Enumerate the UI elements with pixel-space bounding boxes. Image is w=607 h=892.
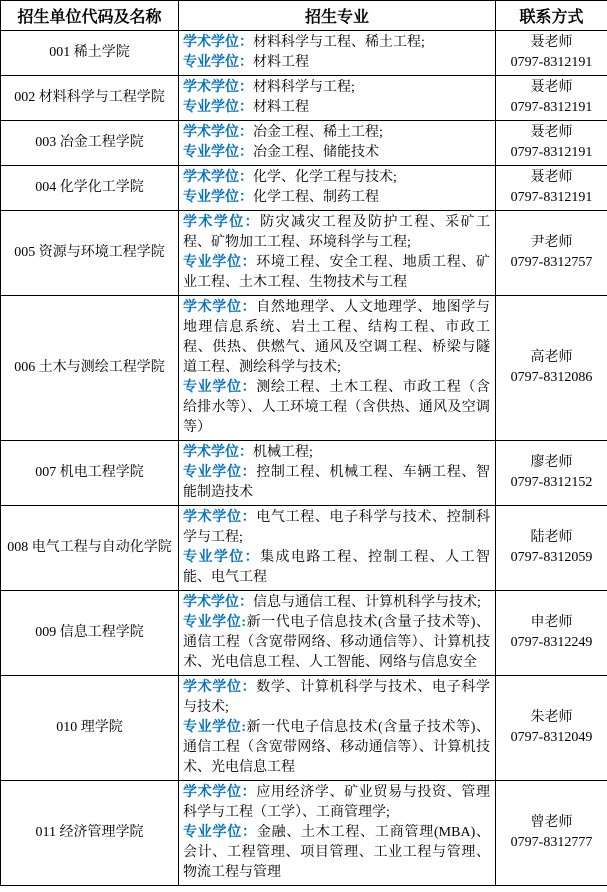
academic-degree-line: [183, 593, 490, 613]
majors-cell: [179, 31, 496, 76]
majors-cell: [179, 166, 496, 211]
table-row: [1, 296, 607, 441]
contact-teacher: 曾老师: [530, 815, 573, 830]
table-row: [1, 591, 607, 676]
unit-cell: 003 冶金工程学院: [1, 121, 179, 166]
professional-degree-line: [183, 823, 490, 883]
professional-degree-label: 专业学位：: [183, 190, 253, 205]
professional-degree-line: [183, 188, 490, 208]
professional-degree-line: [183, 143, 490, 163]
unit-cell: 009 信息工程学院: [1, 591, 179, 676]
professional-degree-majors: 冶金工程、储能技术: [253, 145, 379, 160]
academic-degree-line: [183, 783, 490, 823]
table-row: [1, 121, 607, 166]
header-unit-code-name: 招生单位代码及名称: [1, 1, 179, 31]
academic-degree-label: 学术学位：: [183, 300, 257, 315]
academic-degree-majors: 电气工程、电子科学与技术、控制科学与工程;: [183, 510, 490, 545]
contact-cell: [496, 211, 607, 296]
unit-cell: 001 稀土学院: [1, 31, 179, 76]
academic-degree-line: [183, 33, 490, 53]
academic-degree-line: [183, 298, 490, 378]
academic-degree-label: 学术学位：: [183, 595, 253, 610]
academic-degree-line: [183, 213, 490, 253]
contact-teacher: 申老师: [530, 615, 573, 630]
contact-teacher: 聂老师: [530, 170, 573, 185]
professional-degree-majors: 化学工程、制药工程: [253, 190, 379, 205]
academic-degree-majors: 材料科学与工程、稀土工程;: [253, 35, 425, 50]
table-header: [1, 1, 607, 31]
professional-degree-label: 专业学位：: [183, 145, 253, 160]
majors-cell: [179, 676, 496, 781]
academic-degree-label: 学术学位：: [183, 445, 253, 460]
professional-degree-label: 专业学位：: [183, 255, 257, 270]
table-body: [1, 31, 607, 886]
contact-phone: 0797-8312191: [510, 100, 593, 115]
majors-cell: [179, 591, 496, 676]
unit-cell: 004 化学化工学院: [1, 166, 179, 211]
contact-cell: [496, 781, 607, 886]
majors-cell: [179, 506, 496, 591]
contact-cell: [496, 506, 607, 591]
contact-cell: [496, 296, 607, 441]
academic-degree-label: 学术学位：: [183, 170, 253, 185]
unit-cell: 010 理学院: [1, 676, 179, 781]
professional-degree-majors: 材料工程: [253, 100, 309, 115]
academic-degree-majors: 防灾减灾工程及防护工程、采矿工程、矿物加工工程、环境科学与工程;: [183, 215, 491, 250]
unit-cell: 007 机电工程学院: [1, 441, 179, 506]
contact-cell: [496, 591, 607, 676]
professional-degree-label: 专业学位：: [183, 55, 253, 70]
contact-phone: 0797-8312059: [510, 550, 593, 565]
professional-degree-majors: 集成电路工程、控制工程、人工智能、电气工程: [183, 550, 491, 585]
table-row: [1, 76, 607, 121]
unit-cell: 005 资源与环境工程学院: [1, 211, 179, 296]
professional-degree-line: [183, 463, 490, 503]
professional-degree-label: 专业学位：: [183, 380, 257, 395]
academic-degree-label: 学术学位：: [183, 125, 253, 140]
contact-phone: 0797-8312049: [510, 730, 593, 745]
academic-degree-majors: 信息与通信工程、计算机科学与技术;: [253, 595, 481, 610]
contact-phone: 0797-8312086: [510, 370, 593, 385]
contact-phone: 0797-8312152: [510, 475, 593, 490]
academic-degree-label: 学术学位：: [183, 80, 253, 95]
unit-cell: 008 电气工程与自动化学院: [1, 506, 179, 591]
table-row: [1, 676, 607, 781]
professional-degree-line: [183, 98, 490, 118]
contact-cell: [496, 676, 607, 781]
professional-degree-line: [183, 253, 490, 293]
professional-degree-majors: 新一代电子信息技术(含量子技术等)、通信工程（含宽带网络、移动通信等）、计算机技术、光电信息工程: [183, 720, 490, 775]
contact-teacher: 聂老师: [530, 35, 573, 50]
academic-degree-majors: 化学、化学工程与技术;: [253, 170, 397, 185]
professional-degree-label: 专业学位:: [183, 615, 247, 630]
academic-degree-label: 学术学位：: [183, 785, 257, 800]
academic-degree-majors: 应用经济学、矿业贸易与投资、管理科学与工程（工学）、工商管理学;: [183, 785, 490, 820]
professional-degree-majors: 测绘工程、土木工程、市政工程（含给排水等）、人工环境工程（含供热、通风及空调等）: [183, 380, 490, 435]
academic-degree-line: [183, 443, 490, 463]
contact-phone: 0797-8312757: [510, 255, 593, 270]
academic-degree-line: [183, 678, 490, 718]
contact-teacher: 陆老师: [530, 530, 573, 545]
header-contact: 联系方式: [496, 1, 607, 31]
professional-degree-majors: 金融、土木工程、工商管理(MBA)、会计、工程管理、项目管理、工业工程与管理、物流工程与管理: [183, 825, 490, 880]
contact-cell: [496, 121, 607, 166]
academic-degree-label: 学术学位：: [183, 35, 253, 50]
academic-degree-majors: 机械工程;: [253, 445, 313, 460]
table-row: [1, 506, 607, 591]
professional-degree-label: 专业学位：: [183, 465, 257, 480]
professional-degree-majors: 材料工程: [253, 55, 309, 70]
academic-degree-majors: 数学、计算机科学与技术、电子科学与技术;: [183, 680, 490, 715]
academic-degree-label: 学术学位：: [183, 215, 261, 230]
header-row: [1, 1, 607, 31]
majors-cell: [179, 781, 496, 886]
academic-degree-line: [183, 508, 490, 548]
contact-teacher: 聂老师: [530, 80, 573, 95]
contact-teacher: 高老师: [530, 350, 573, 365]
table-row: [1, 31, 607, 76]
professional-degree-line: [183, 613, 490, 673]
majors-cell: [179, 296, 496, 441]
majors-cell: [179, 121, 496, 166]
contact-phone: 0797-8312191: [510, 190, 593, 205]
professional-degree-label: 专业学位：: [183, 100, 253, 115]
professional-degree-majors: 环境工程、安全工程、地质工程、矿业工程、土木工程、生物技术与工程: [183, 255, 490, 290]
academic-degree-majors: 材料科学与工程;: [253, 80, 355, 95]
majors-cell: [179, 441, 496, 506]
professional-degree-line: [183, 53, 490, 73]
contact-phone: 0797-8312191: [510, 55, 593, 70]
contact-cell: [496, 166, 607, 211]
academic-degree-majors: 冶金工程、稀土工程;: [253, 125, 383, 140]
professional-degree-majors: 控制工程、机械工程、车辆工程、智能制造技术: [183, 465, 490, 500]
contact-teacher: 廖老师: [530, 455, 573, 470]
unit-cell: 002 材料科学与工程学院: [1, 76, 179, 121]
academic-degree-label: 学术学位：: [183, 680, 257, 695]
contact-cell: [496, 31, 607, 76]
header-majors: 招生专业: [179, 1, 496, 31]
academic-degree-line: [183, 78, 490, 98]
unit-cell: 011 经济管理学院: [1, 781, 179, 886]
professional-degree-label: 专业学位：: [183, 825, 257, 840]
unit-cell: 006 土木与测绘工程学院: [1, 296, 179, 441]
contact-teacher: 尹老师: [530, 235, 573, 250]
professional-degree-line: [183, 718, 490, 778]
majors-cell: [179, 211, 496, 296]
contact-teacher: 聂老师: [530, 125, 573, 140]
academic-degree-line: [183, 123, 490, 143]
academic-degree-majors: 自然地理学、人文地理学、地图学与地理信息系统、岩土工程、结构工程、市政工程、供热、供燃气、通风及空调工程、桥梁与隧道工程、测绘科学与技术;: [183, 300, 490, 375]
contact-phone: 0797-8312777: [510, 835, 593, 850]
majors-cell: [179, 76, 496, 121]
table-row: [1, 441, 607, 506]
table-row: [1, 166, 607, 211]
professional-degree-line: [183, 378, 490, 438]
contact-cell: [496, 76, 607, 121]
professional-degree-label: 专业学位：: [183, 550, 261, 565]
contact-phone: 0797-8312249: [510, 635, 593, 650]
academic-degree-line: [183, 168, 490, 188]
contact-teacher: 朱老师: [530, 710, 573, 725]
professional-degree-label: 专业学位:: [183, 720, 247, 735]
academic-degree-label: 学术学位：: [183, 510, 257, 525]
contact-cell: [496, 441, 607, 506]
professional-degree-line: [183, 548, 490, 588]
contact-phone: 0797-8312191: [510, 145, 593, 160]
table-row: [1, 211, 607, 296]
table-row: [1, 781, 607, 886]
professional-degree-majors: 新一代电子信息技术(含量子技术等)、通信工程（含宽带网络、移动通信等）、计算机技术、光电信息工程、人工智能、网络与信息安全: [183, 615, 490, 670]
